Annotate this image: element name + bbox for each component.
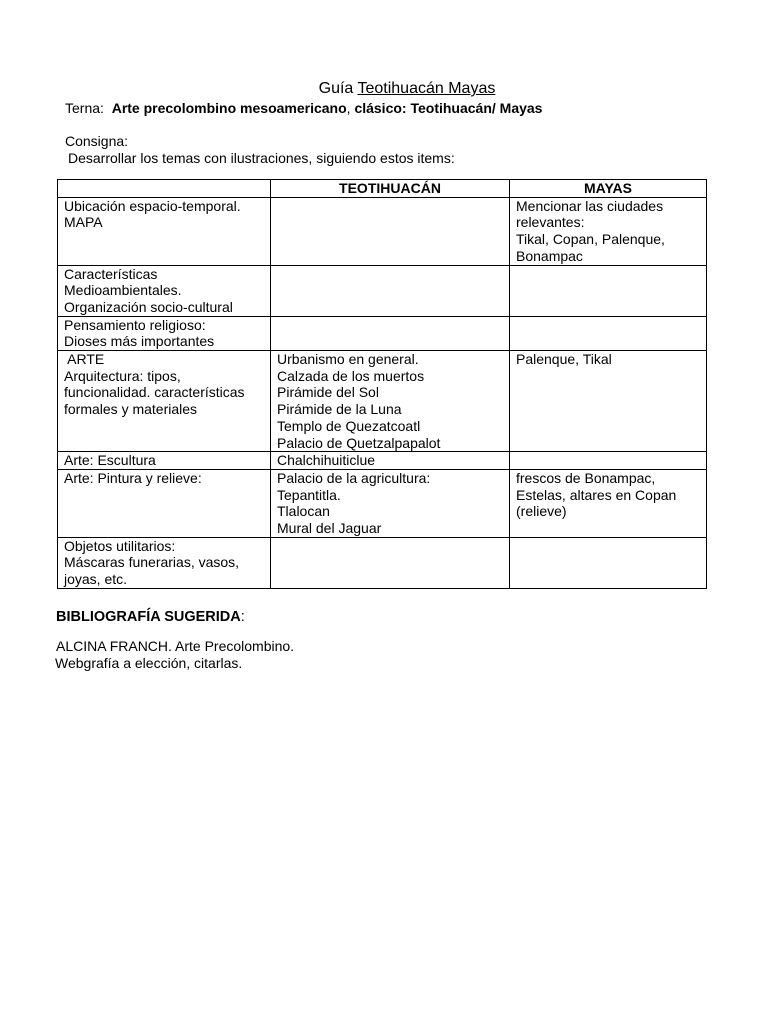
topics-table xyxy=(57,179,707,589)
cell-line: (relieve) xyxy=(516,503,567,520)
cell-line: Organización socio-cultural xyxy=(64,298,233,315)
table-cell xyxy=(510,316,707,350)
table-cell xyxy=(271,351,510,452)
table-row xyxy=(58,351,707,452)
table-cell xyxy=(58,452,271,470)
cell-line: Pirámide de la Luna xyxy=(277,401,402,418)
bibliography-item: Webgrafía a elección, citarlas. xyxy=(55,655,243,671)
table-cell xyxy=(271,537,510,588)
cell-line: MAPA xyxy=(64,214,103,231)
tema-line xyxy=(65,100,542,116)
table-cell xyxy=(58,316,271,350)
table-header-row xyxy=(58,180,707,198)
cell-line: joyas, etc. xyxy=(64,571,128,588)
cell-line: Urbanismo en general. xyxy=(277,351,419,368)
table-cell xyxy=(510,351,707,452)
page-title xyxy=(0,80,768,98)
table-cell xyxy=(58,197,271,265)
cell-line: Dioses más importantes xyxy=(64,333,215,350)
bibliography-heading xyxy=(56,609,245,625)
cell-line: Bonampac xyxy=(516,247,583,264)
consigna-text: Desarrollar los temas con ilustraciones, siguiendo estos items: xyxy=(68,150,455,166)
table-cell xyxy=(271,265,510,316)
tema-value: Arte precolombino mesoamericano xyxy=(111,100,347,116)
table-row xyxy=(58,265,707,316)
table-cell xyxy=(510,469,707,537)
cell-line: Tlalocan xyxy=(277,503,330,520)
table-cell xyxy=(58,469,271,537)
bibliography-item: ALCINA FRANCH. Arte Precolombino. xyxy=(56,638,295,654)
table-cell xyxy=(510,265,707,316)
header-empty xyxy=(58,180,271,198)
cell-line: Calzada de los muertos xyxy=(277,367,425,384)
cell-line: Templo de Quezatcoatl xyxy=(277,417,421,434)
cell-line: ARTE xyxy=(64,351,105,368)
tema-sep: , xyxy=(346,100,351,116)
table-row xyxy=(58,469,707,537)
cell-line: Pirámide del Sol xyxy=(277,384,379,401)
title-underlined: Teotihuacán Mayas xyxy=(357,80,496,97)
table-row xyxy=(58,537,707,588)
header-mayas: MAYAS xyxy=(510,180,707,198)
table-cell xyxy=(510,452,707,470)
table-cell xyxy=(271,316,510,350)
cell-line: Características xyxy=(64,265,158,282)
tema-value-2: clásico: Teotihuacán/ Mayas xyxy=(354,100,543,116)
cell-line: Ubicación espacio-temporal. xyxy=(64,197,241,214)
cell-line: relevantes: xyxy=(516,214,585,231)
cell-line: Arte: Pintura y relieve: xyxy=(64,469,202,486)
table-cell xyxy=(510,537,707,588)
table-cell xyxy=(271,469,510,537)
cell-line: formales y materiales xyxy=(64,401,198,418)
cell-line: Tepantitla. xyxy=(277,486,341,503)
cell-line: Mencionar las ciudades xyxy=(516,197,664,214)
table-row xyxy=(58,197,707,265)
cell-line: Palacio de Quetzalpapalot xyxy=(277,434,441,451)
cell-line: Tikal, Copan, Palenque, xyxy=(516,231,665,248)
cell-line: Palenque, Tikal xyxy=(516,351,612,368)
table-cell xyxy=(58,537,271,588)
table-cell xyxy=(271,197,510,265)
table-cell xyxy=(58,351,271,452)
cell-line: Estelas, altares en Copan xyxy=(516,486,677,503)
cell-line: funcionalidad. características xyxy=(64,384,245,401)
table-row xyxy=(58,452,707,470)
tema-label: Terna: xyxy=(65,100,104,116)
table-cell xyxy=(58,265,271,316)
table-cell xyxy=(510,197,707,265)
cell-line: frescos de Bonampac, xyxy=(516,469,656,486)
cell-line: Máscaras funerarias, vasos, xyxy=(64,554,240,571)
title-prefix: Guía xyxy=(318,80,354,97)
cell-line: Arquitectura: tipos, xyxy=(64,367,181,384)
cell-line: Palacio de la agricultura: xyxy=(277,469,431,486)
cell-line: Objetos utilitarios: xyxy=(64,537,176,554)
cell-line: Medioambientales. xyxy=(64,282,182,299)
table-row xyxy=(58,316,707,350)
cell-line: Arte: Escultura xyxy=(64,452,156,469)
consigna-label: Consigna: xyxy=(65,133,129,149)
table-cell xyxy=(271,452,510,470)
bibliography-heading-text: BIBLIOGRAFÍA SUGERIDA xyxy=(56,609,241,625)
cell-line: Pensamiento religioso: xyxy=(64,316,206,333)
cell-line: Mural del Jaguar xyxy=(277,520,382,537)
header-teotihuacan: TEOTIHUACÁN xyxy=(271,180,510,198)
cell-line: Chalchihuiticlue xyxy=(277,452,376,469)
bibliography-heading-colon: : xyxy=(240,609,245,625)
